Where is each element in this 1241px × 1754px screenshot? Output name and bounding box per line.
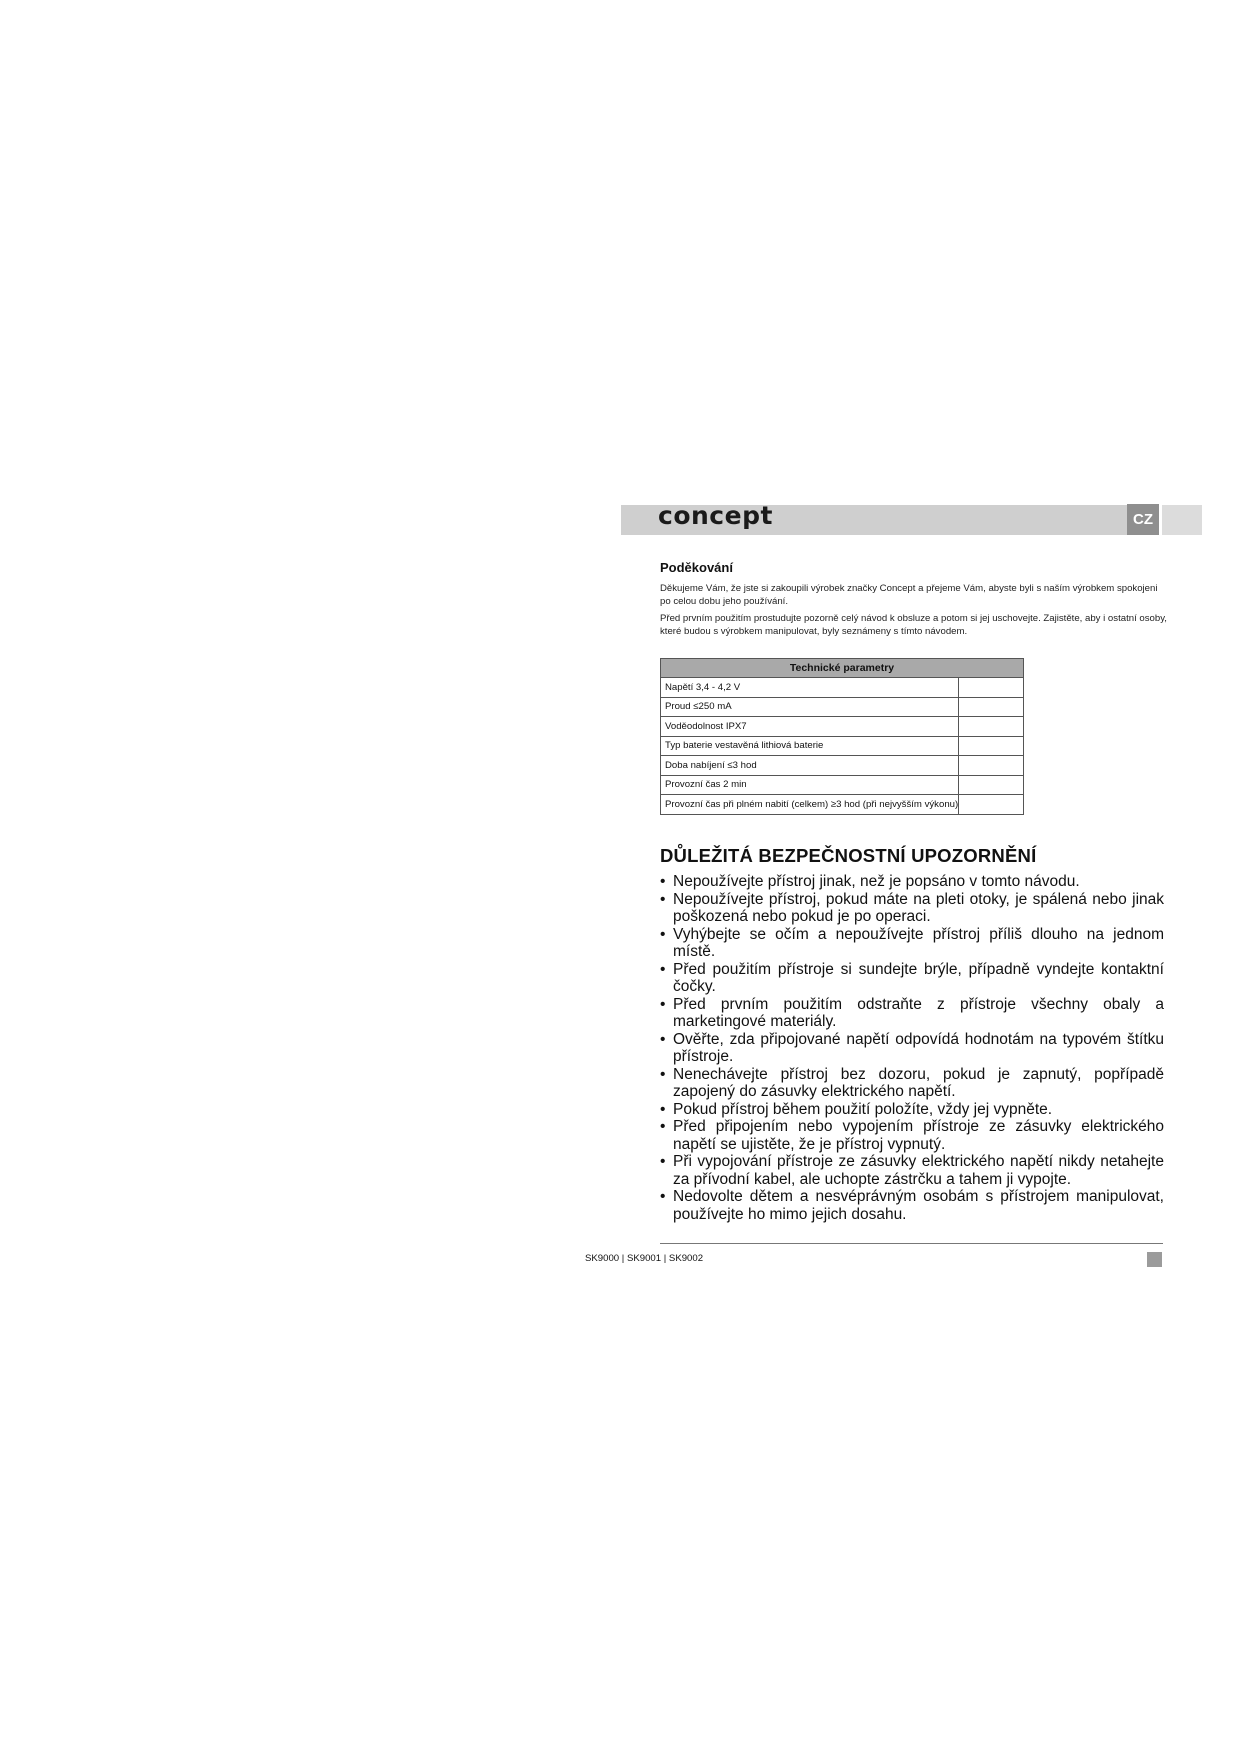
bullet: • (660, 1153, 666, 1170)
list-item (660, 926, 1164, 961)
safety-title: DŮLEŽITÁ BEZPEČNOSTNÍ UPOZORNĚNÍ (660, 845, 1037, 866)
thanks-paragraph-2: Před prvním použitím prostudujte pozorně celý návod k obsluze a potom si jej uschovejte. Zajistěte, aby i ostatní osoby, které budou s výrobkem manipulovat, byly seznámeny s tímto návodem. (660, 613, 1167, 637)
list-item (660, 961, 1164, 996)
list-item (660, 1153, 1164, 1188)
list-item-text: Nepoužívejte přístroj jinak, než je popsáno v tomto návodu. (673, 873, 1080, 890)
list-item-text: Pokud přístroj během použití položíte, vždy jej vypněte. (673, 1100, 1053, 1118)
bullet: • (660, 995, 666, 1013)
brand-logo: concept (658, 501, 773, 530)
list-item (660, 1031, 1164, 1066)
footer-models: SK9000 | SK9001 | SK9002 (585, 1253, 704, 1264)
spec-cell (661, 795, 959, 815)
thanks-title: Poděkování (660, 560, 733, 575)
list-item-text: Ověřte, zda připojované napětí odpovídá hodnotám na typovém štítku přístroje. (673, 1030, 1164, 1065)
bullet: • (660, 1030, 666, 1048)
spec-cell: Typ baterie vestavěná lithiová baterie (661, 736, 959, 756)
list-item-text: Nedovolte dětem a nesvéprávným osobám s přístrojem manipulovat, používejte ho mimo jejich dosahu. (673, 1188, 1164, 1223)
spec-cell-empty (959, 717, 1024, 737)
bullet: • (660, 890, 666, 908)
bullet: • (660, 1065, 666, 1083)
list-item-text: Při vypojování přístroje ze zásuvky elektrického napětí nikdy netahejte za přívodní kabel, ale uchopte zástrčku a tahem ji vypojte. (673, 1153, 1164, 1188)
list-item (660, 1118, 1164, 1153)
bullet: • (660, 925, 666, 943)
spec-cell-text: Provozní čas při plném nabití (celkem) ≥3 hod (při nejvyšším výkonu) (665, 798, 959, 810)
page-number-marker (1147, 1252, 1162, 1267)
list-item (660, 891, 1164, 926)
spec-table (660, 658, 1024, 815)
list-item (660, 1101, 1164, 1119)
safety-list (660, 873, 1164, 1223)
spec-cell-empty (959, 756, 1024, 776)
spec-row (661, 697, 1024, 717)
spec-cell: Provozní čas 2 min (661, 775, 959, 795)
spec-cell-empty (959, 795, 1024, 815)
spec-cell-empty (959, 678, 1024, 698)
spec-row (661, 736, 1024, 756)
spec-cell-empty (959, 697, 1024, 717)
spec-cell-empty (959, 736, 1024, 756)
bullet: • (660, 960, 666, 978)
footer-divider (660, 1243, 1163, 1244)
thanks-paragraph-1: Děkujeme Vám, že jste si zakoupili výrobek značky Concept a přejeme Vám, abyste byli s naším výrobkem spokojeni po celou dobu jeho používání. (660, 583, 1158, 607)
list-item-text: Před prvním použitím odstraňte z přístroje všechny obaly a marketingové materiály. (673, 995, 1164, 1030)
list-item-text: Před připojením nebo vypojením přístroje ze zásuvky elektrického napětí se ujistěte, že je přístroj vypnutý. (673, 1118, 1164, 1153)
language-badge: CZ (1127, 504, 1159, 535)
spec-row (661, 756, 1024, 776)
spec-cell: Voděodolnost IPX7 (661, 717, 959, 737)
list-item (660, 1066, 1164, 1101)
spec-cell: Proud ≤250 mA (661, 697, 959, 717)
spec-row (661, 678, 1024, 698)
list-item-text: Vyhýbejte se očím a nepoužívejte přístroj příliš dlouho na jednom místě. (673, 925, 1164, 960)
bullet: • (660, 1100, 666, 1118)
spec-row (661, 795, 1024, 815)
list-item-text: Před použitím přístroje si sundejte brýle, případně vyndejte kontaktní čočky. (673, 960, 1164, 995)
spec-cell: Napětí 3,4 - 4,2 V (661, 678, 959, 698)
list-item-text: Nenechávejte přístroj bez dozoru, pokud je zapnutý, popřípadě zapojený do zásuvky elektrického napětí. (673, 1065, 1164, 1100)
bullet: • (660, 873, 666, 890)
list-item (660, 873, 1164, 891)
spec-row (661, 717, 1024, 737)
spec-row (661, 775, 1024, 795)
list-item-text: Nepoužívejte přístroj, pokud máte na pleti otoky, je spálená nebo jinak poškozená nebo pokud je po operaci. (673, 890, 1164, 925)
bullet: • (660, 1188, 666, 1205)
list-item (660, 1188, 1164, 1223)
list-item (660, 996, 1164, 1031)
header-tail (1162, 505, 1202, 535)
spec-table-title: Technické parametry (661, 659, 1024, 678)
spec-cell-empty (959, 775, 1024, 795)
bullet: • (660, 1118, 666, 1135)
spec-cell: Doba nabíjení ≤3 hod (661, 756, 959, 776)
